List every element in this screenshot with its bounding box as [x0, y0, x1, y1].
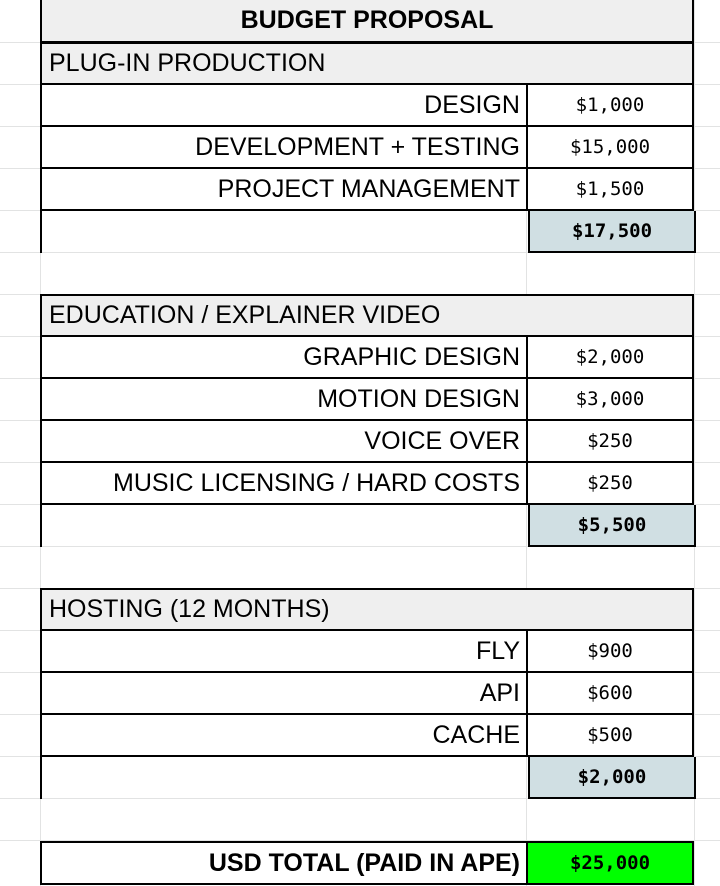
item-value-cell[interactable]: $1,000	[575, 94, 645, 116]
section-header-plug-in-production[interactable]	[40, 42, 694, 85]
total-label-cell[interactable]: USD TOTAL (PAID IN APE)	[42, 843, 528, 883]
section-header-hosting[interactable]	[40, 588, 694, 631]
item-label-cell[interactable]: VOICE OVER	[42, 421, 528, 461]
item-label-cell[interactable]: MOTION DESIGN	[42, 379, 528, 419]
section-title[interactable]: EDUCATION / EXPLAINER VIDEO	[49, 301, 441, 329]
subtotal-cell[interactable]: $5,500	[528, 505, 696, 547]
table-row[interactable]	[40, 337, 694, 379]
title-row[interactable]	[40, 0, 694, 43]
item-value-cell[interactable]: $15,000	[569, 136, 651, 158]
subtotal-row	[40, 211, 694, 253]
subtotal-cell[interactable]: $17,500	[528, 211, 696, 253]
table-row[interactable]	[40, 421, 694, 463]
section-header-education-video[interactable]	[40, 294, 694, 337]
item-value-cell[interactable]: $250	[587, 430, 633, 452]
item-value-cell[interactable]: $600	[587, 682, 633, 704]
section-title[interactable]: PLUG-IN PRODUCTION	[49, 49, 326, 77]
item-label-cell[interactable]: DEVELOPMENT + TESTING	[42, 127, 528, 167]
item-label-cell[interactable]: MUSIC LICENSING / HARD COSTS	[42, 463, 528, 503]
item-label-cell[interactable]: DESIGN	[42, 85, 528, 125]
table-row[interactable]	[40, 169, 694, 211]
item-value-cell[interactable]: $1,500	[575, 178, 645, 200]
total-row[interactable]	[40, 841, 694, 885]
item-value-cell[interactable]: $250	[587, 472, 633, 494]
table-row[interactable]	[40, 463, 694, 505]
table-row[interactable]	[40, 85, 694, 127]
item-value-cell[interactable]: $900	[587, 640, 633, 662]
item-label-cell[interactable]: API	[42, 673, 528, 713]
sheet-title[interactable]: BUDGET PROPOSAL	[240, 6, 494, 34]
subtotal-cell[interactable]: $2,000	[528, 757, 696, 799]
table-row[interactable]	[40, 631, 694, 673]
table-row[interactable]	[40, 715, 694, 757]
item-value-cell[interactable]: $500	[587, 724, 633, 746]
subtotal-row	[40, 757, 694, 799]
table-row[interactable]	[40, 127, 694, 169]
subtotal-row	[40, 505, 694, 547]
item-value-cell[interactable]: $3,000	[575, 388, 645, 410]
table-row[interactable]	[40, 379, 694, 421]
item-value-cell[interactable]: $2,000	[575, 346, 645, 368]
item-label-cell[interactable]: FLY	[42, 631, 528, 671]
total-value-cell[interactable]: $25,000	[528, 843, 692, 883]
section-title[interactable]: HOSTING (12 MONTHS)	[49, 595, 330, 623]
item-label-cell[interactable]: PROJECT MANAGEMENT	[42, 169, 528, 209]
item-label-cell[interactable]: CACHE	[42, 715, 528, 755]
item-label-cell[interactable]: GRAPHIC DESIGN	[42, 337, 528, 377]
table-row[interactable]	[40, 673, 694, 715]
